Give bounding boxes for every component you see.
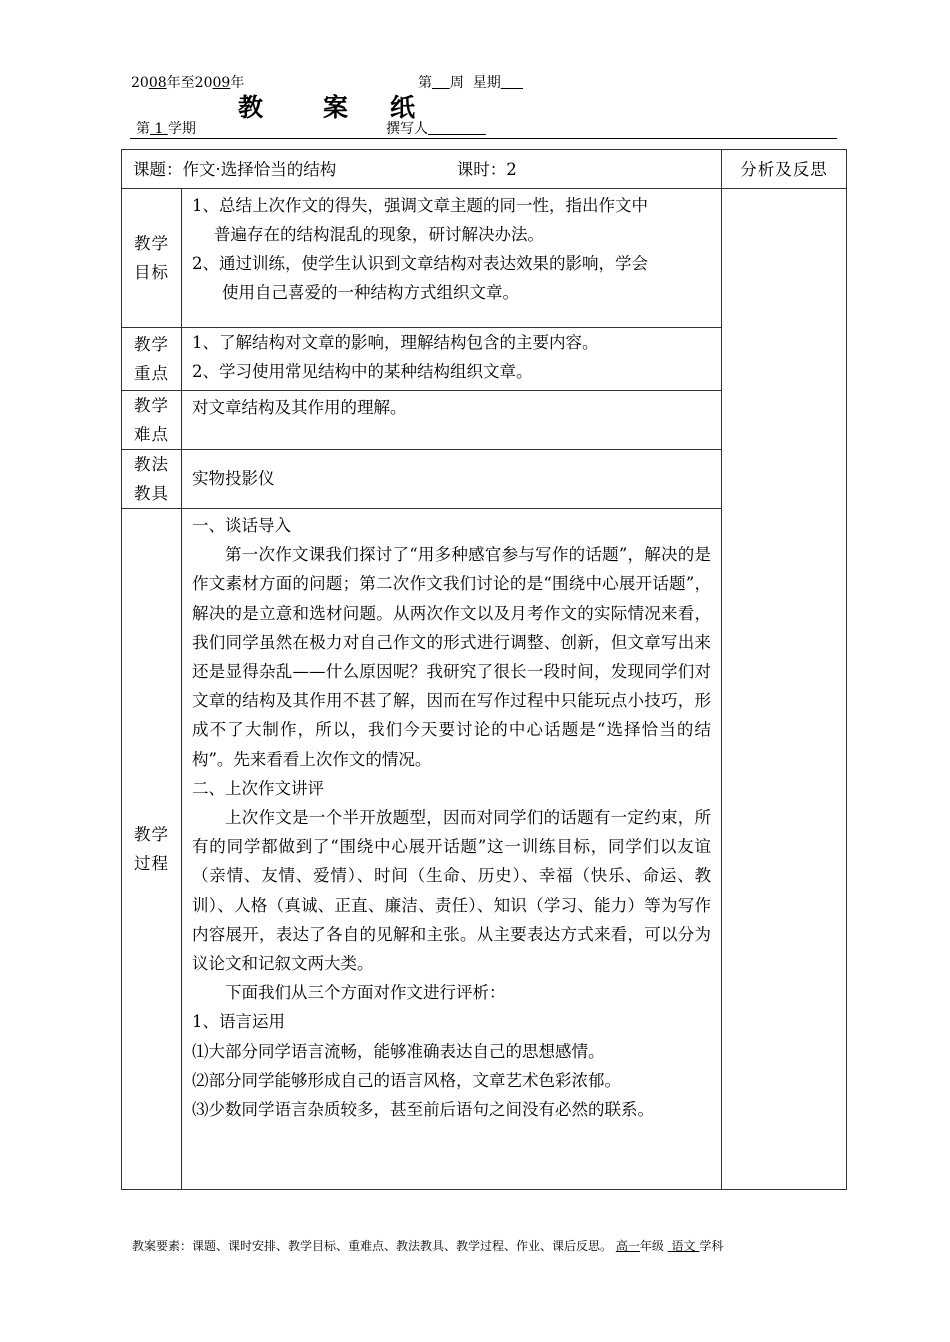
paragraph: 下面我们从三个方面对作文进行评析： (225, 983, 506, 1003)
tools-label: 教法 教具 (122, 450, 182, 509)
section-heading: 二、上次作文讲评 (192, 778, 324, 798)
topic-value: 作文·选择恰当的结构 (182, 159, 337, 179)
goal-item: 2、通过训练，使学生认识到文章结构对表达效果的影响，学会 (192, 254, 648, 273)
reflection-cell (722, 189, 847, 1190)
goal-item: 1、总结上次作文的得失，强调文章主题的同一性，指出作文中 (192, 196, 648, 215)
key-item: 2、学习使用常见结构中的某种结构组织文章。 (192, 362, 533, 381)
list-item: ⑴大部分同学语言流畅，能够准确表达自己的思想感情。 (192, 1041, 605, 1061)
school-year: 2008年至2009年 (131, 75, 245, 91)
process-label: 教学 过程 (122, 509, 182, 1190)
semester-field: 第 1 学期 (136, 121, 196, 137)
start-year: 08 (148, 75, 167, 91)
lesson-plan-table (121, 149, 847, 1190)
grade: 高一 (615, 1239, 640, 1253)
period-value: 2 (506, 159, 517, 179)
difficulty-label: 教学 难点 (122, 391, 182, 450)
subsection-heading: 1、语言运用 (192, 1012, 285, 1032)
process-content (182, 509, 722, 1190)
list-item: ⑵部分同学能够形成自己的语言风格，文章艺术色彩浓郁。 (192, 1070, 621, 1090)
key-label: 教学 重点 (122, 328, 182, 391)
topic-row: 课题：作文·选择恰当的结构 课时：2 (122, 150, 722, 189)
week-field: 第 周 星期 (418, 75, 501, 91)
goal-label: 教学 目标 (122, 189, 182, 328)
header-rule (130, 138, 837, 139)
section-heading: 一、谈话导入 (192, 516, 291, 535)
reflection-header: 分析及反思 (722, 150, 847, 189)
key-item: 1、了解结构对文章的影响，理解结构包含的主要内容。 (192, 333, 599, 352)
key-content (182, 328, 722, 391)
tools-content: 实物投影仪 (182, 450, 722, 509)
end-year: 09 (212, 75, 231, 91)
goal-content: 1、总结上次作文的得失，强调文章主题的同一性，指出作文中 普遍存在的结构混乱的现象，研讨解决办法。 2、通过训练，使学生认识到文章结构对表达效果的影响，学会 使用自己喜爱的一种结构方式组织文章。 (182, 189, 722, 328)
page-title: 教 案 纸 (238, 93, 418, 122)
paragraph: 上次作文是一个半开放题型，因而对同学们的话题有一定约束，所有的同学都做到了“围绕中心展开话题”这一训练目标，同学们以友谊（亲情、友情、爱情）、时间（生命、历史）、幸福（快乐、命运、教训）、人格（真诚、正直、廉洁、责任）、知识（学习、能力）等为写作内容展开，表达了各自的见解和主张。从主要表达方式来看，可以分为议论文和记叙文两大类。 (192, 808, 711, 974)
author-field: 撰写人 (386, 121, 428, 137)
difficulty-content: 对文章结构及其作用的理解。 (182, 391, 722, 450)
subject: 语文 (671, 1239, 696, 1253)
list-item: ⑶少数同学语言杂质较多，甚至前后语句之间没有必然的联系。 (192, 1100, 654, 1120)
paragraph: 第一次作文课我们探讨了“用多种感官参与写作的话题”，解决的是作文素材方面的问题；第二次作文我们讨论的是“围绕中心展开话题”，解决的是立意和选材问题。从两次作文以及月考作文的实际情况来看，我们同学虽然在极力对自己作文的形式进行调整、创新，但文章写出来还是显得杂乱——什么原因呢？我研究了很长一段时间，发现同学们对文章的结构及其作用不甚了解，因而在写作过程中只能玩点小技巧，形成不了大制作，所以，我们今天要讨论的中心话题是“选择恰当的结构”。先来看看上次作文的情况。 (192, 545, 711, 769)
footer-note: 教案要素：课题、课时安排、教学目标、重难点、教法教具、教学过程、作业、课后反思。 高一年级 语文 学科 (132, 1239, 724, 1253)
